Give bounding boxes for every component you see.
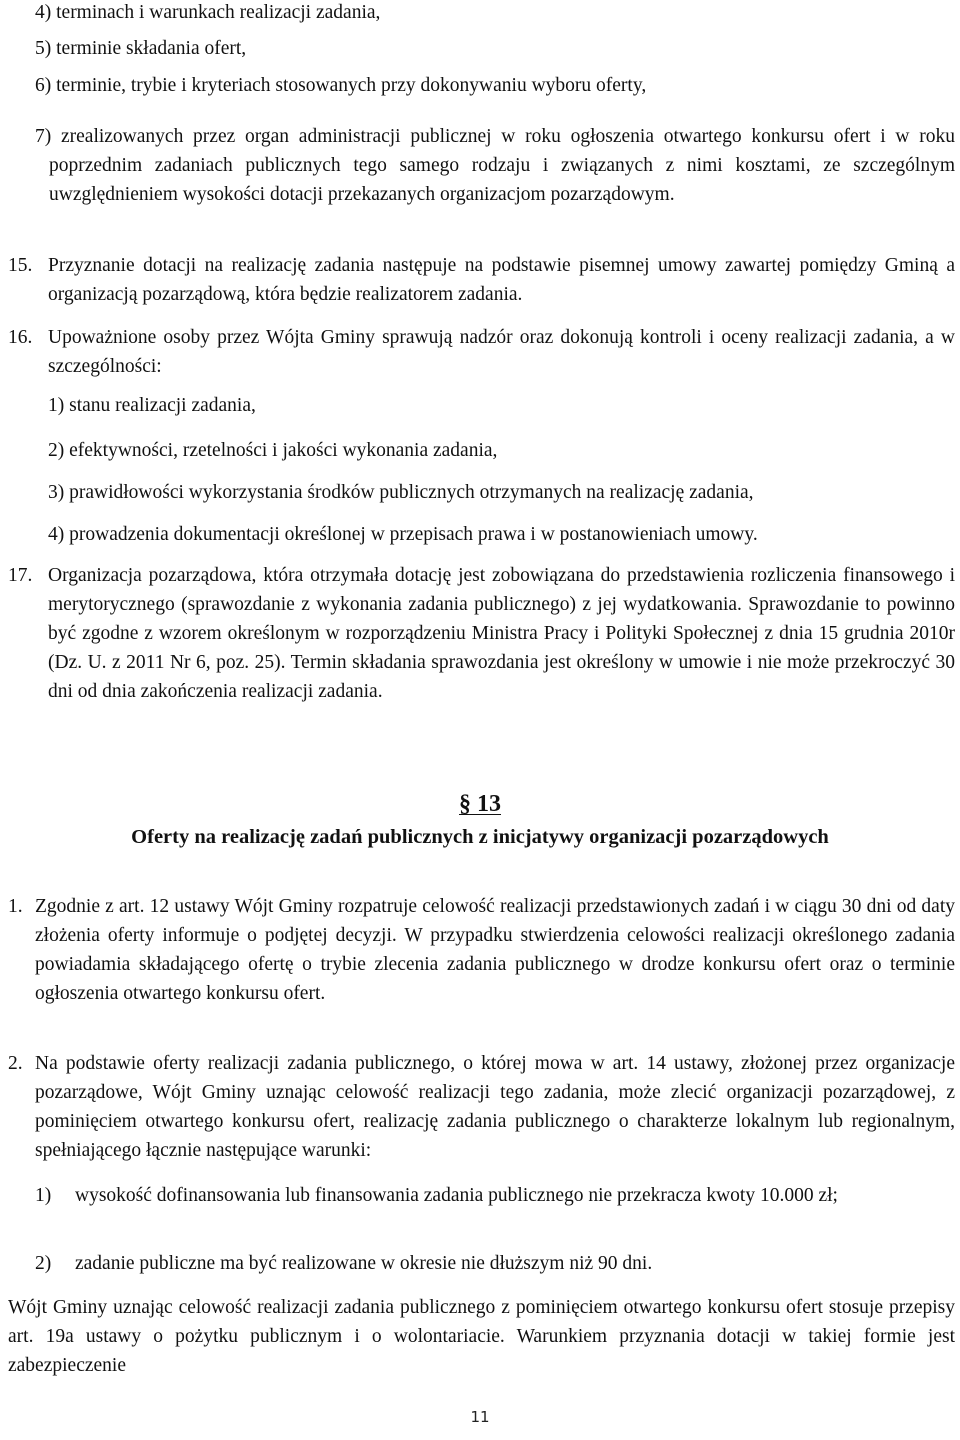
list-item: wysokość dofinansowania lub finansowania zadania publicznego nie przekracza kwoty 10.000 zł; [75,1185,838,1206]
paragraph-text: Przyznanie dotacji na realizację zadania następuje na podstawie pisemnej umowy zawartej pomiędzy Gminą a organizacją pozarządową, która będzie realizatorem zadania. [48,255,955,305]
list-item: 5) terminie składania ofert, [35,38,247,59]
section-title-text: § 13 [459,791,501,817]
list-item: 2) efektywności, rzetelności i jakości wykonania zadania, [48,440,498,461]
list-item: 6) terminie, trybie i kryteriach stosowanych przy dokonywaniu wyboru oferty, [35,75,647,96]
list-item: 1) stanu realizacji zadania, [48,395,256,416]
closing-paragraph: Wójt Gminy uznając celowość realizacji zadania publicznego z pominięciem otwartego konkursu ofert stosuje przepisy art. 19a ustawy o pożytku publicznym i o wolontariacie. Warunkiem przyznania dotacji w takiej formie jest zabezpieczenie [8,1297,955,1376]
section-subtitle: Oferty na realizację zadań publicznych z inicjatywy organizacji pozarządowych [131,826,829,848]
list-item: 4) prowadzenia dokumentacji określonej w przepisach prawa i w postanowieniach umowy. [48,524,758,545]
paragraph-number: 2. [8,1053,23,1074]
paragraph-number: 16. [8,327,33,348]
paragraph-number: 15. [8,255,33,276]
list-item-number: 1) [35,1185,52,1206]
paragraph-text: Organizacja pozarządowa, która otrzymała dotację jest zobowiązana do przedstawienia rozliczenia finansowego i merytorycznego (sprawozdanie z wykonania zadania publicznego) z jej wydatkowania. Sprawozdanie to powinno być zgodne z wzorem określonym w rozporządzeniu Ministra Pracy i Polityki Społecznej z dnia 15 grudnia 2010r (Dz. U. z 2011 Nr 6, poz. 25). Termin składania sprawozdania jest określony w umowie i nie może przekroczyć 30 dni od dnia zakończenia realizacji zadania. [48,565,955,702]
paragraph-number: 17. [8,565,33,586]
paragraph-text: Upoważnione osoby przez Wójta Gminy sprawują nadzór oraz dokonują kontroli i oceny realizacji zadania, a w szczególności: [48,327,955,377]
paragraph-text: Na podstawie oferty realizacji zadania publicznego, o której mowa w art. 14 ustawy, złożonej przez organizacje pozarządowe, Wójt Gminy uznając celowość realizacji tego zadania, może zlecić organizacji pozarządowej, z pominięciem otwartego konkursu ofert, realizację zadania publicznego o charakterze lokalnym lub regionalnym, spełniającego łącznie następujące warunki: [35,1053,955,1161]
list-item: zadanie publiczne ma być realizowane w okresie nie dłuższym niż 90 dni. [75,1253,653,1274]
list-item: 4) terminach i warunkach realizacji zadania, [35,2,381,23]
paragraph-number: 1. [8,896,23,917]
page-number: 11 [470,1408,490,1426]
list-item-number: 2) [35,1253,52,1274]
paragraph-text: Zgodnie z art. 12 ustawy Wójt Gminy rozpatruje celowość realizacji przedstawionych zadań i w ciągu 30 dni od daty złożenia oferty informuje o podjętej decyzji. W przypadku stwierdzenia celowości realizacji określonego zadania powiadamia składającego ofertę o trybie zlecenia zadania publicznego w drodze konkursu ofert oraz o terminie ogłoszenia otwartego konkursu ofert. [35,896,955,1004]
list-item [35,122,955,209]
list-item: 3) prawidłowości wykorzystania środków publicznych otrzymanych na realizację zadania, [48,482,754,503]
section-title [0,788,960,820]
list-item-text: 7) zrealizowanych przez organ administracji publicznej w roku ogłoszenia otwartego konkursu ofert i w roku poprzednim zadaniach publicznych tego samego rodzaju i związanych z nimi kosztami, ze szczególnym uwzględnieniem wysokości dotacji przekazanych organizacjom pozarządowym. [35,126,955,205]
